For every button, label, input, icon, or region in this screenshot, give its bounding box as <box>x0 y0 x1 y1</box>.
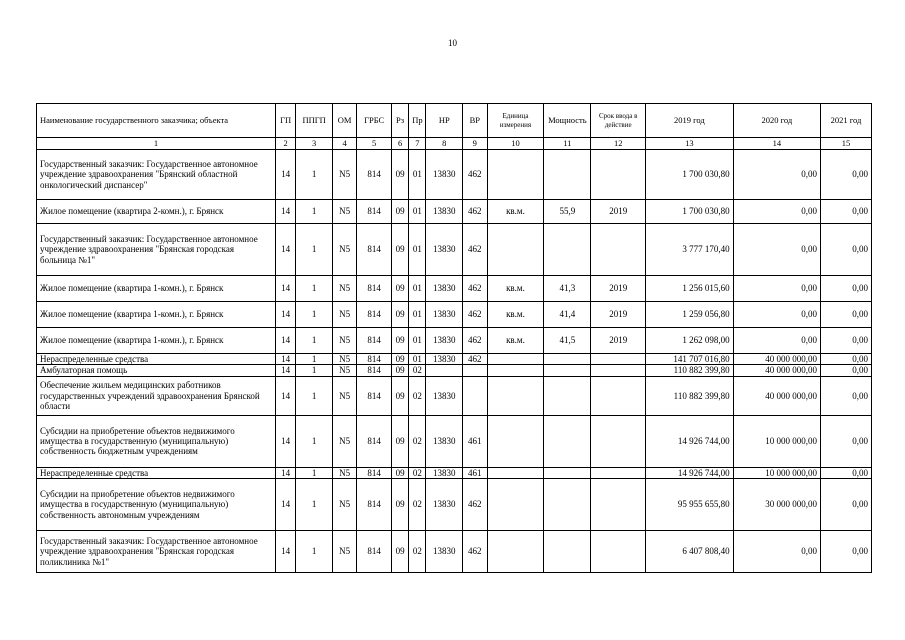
table-cell: N5 <box>332 415 356 467</box>
table-cell: 01 <box>409 302 426 328</box>
table-cell: 13830 <box>426 200 463 224</box>
table-cell: 01 <box>409 276 426 302</box>
table-cell: 814 <box>357 354 392 365</box>
table-cell <box>544 354 591 365</box>
table-cell: 0,00 <box>821 415 872 467</box>
table-cell: 0,00 <box>733 328 820 354</box>
table-cell: 40 000 000,00 <box>733 376 820 415</box>
table-cell: 0,00 <box>821 376 872 415</box>
table-cell: 55,9 <box>544 200 591 224</box>
table-cell: 09 <box>391 415 408 467</box>
column-number: 2 <box>276 138 296 150</box>
header-rz: Рз <box>391 104 408 138</box>
table-cell: 1 <box>296 224 333 276</box>
table-cell <box>591 531 646 573</box>
table-cell: 02 <box>409 376 426 415</box>
row-object-name: Жилое помещение (квартира 1-комн.), г. Брянск <box>37 302 276 328</box>
table-cell: 1 262 098,00 <box>646 328 733 354</box>
table-cell: 09 <box>391 302 408 328</box>
header-om: ОМ <box>332 104 356 138</box>
table-cell: 14 <box>276 354 296 365</box>
table-cell: 02 <box>409 415 426 467</box>
table-cell: 09 <box>391 365 408 376</box>
table-cell <box>487 150 544 200</box>
table-cell: 0,00 <box>821 531 872 573</box>
table-row <box>37 276 872 302</box>
table-cell: кв.м. <box>487 276 544 302</box>
table-cell: 02 <box>409 467 426 478</box>
header-grbs: ГРБС <box>357 104 392 138</box>
table-cell: 1 <box>296 276 333 302</box>
table-cell: 462 <box>463 302 487 328</box>
table-cell: 462 <box>463 479 487 531</box>
row-object-name: Жилое помещение (квартира 1-комн.), г. Брянск <box>37 276 276 302</box>
table-cell: N5 <box>332 479 356 531</box>
table-cell: 13830 <box>426 376 463 415</box>
row-object-name: Нераспределенные средства <box>37 467 276 478</box>
table-cell: N5 <box>332 354 356 365</box>
table-cell: 13830 <box>426 302 463 328</box>
table-row <box>37 415 872 467</box>
table-cell: 814 <box>357 150 392 200</box>
table-cell: 41,4 <box>544 302 591 328</box>
table-cell: 0,00 <box>733 302 820 328</box>
header-capacity: Мощность <box>544 104 591 138</box>
table-cell: 1 700 030,80 <box>646 200 733 224</box>
row-object-name: Субсидии на приобретение объектов недвижимого имущества в государственную (муниципальную) собственность бюджетным учреждениям <box>37 415 276 467</box>
table-cell: N5 <box>332 365 356 376</box>
table-cell <box>544 224 591 276</box>
column-number: 14 <box>733 138 820 150</box>
table-cell <box>487 376 544 415</box>
header-commissioning: Срок ввода в действие <box>591 104 646 138</box>
table-cell: 13830 <box>426 467 463 478</box>
table-cell <box>544 365 591 376</box>
table-cell: 95 955 655,80 <box>646 479 733 531</box>
table-cell: 01 <box>409 354 426 365</box>
table-cell: 1 <box>296 200 333 224</box>
table-cell <box>487 531 544 573</box>
table-cell: 13830 <box>426 150 463 200</box>
row-object-name: Государственный заказчик: Государственное автономное учреждение здравоохранения "Брянская городская больница №1" <box>37 224 276 276</box>
table-cell: 2019 <box>591 328 646 354</box>
column-number: 1 <box>37 138 276 150</box>
table-row <box>37 479 872 531</box>
table-cell: 0,00 <box>821 200 872 224</box>
table-cell: 01 <box>409 150 426 200</box>
table-cell: 14 <box>276 224 296 276</box>
table-cell: 461 <box>463 467 487 478</box>
table-cell: 13830 <box>426 531 463 573</box>
table-cell: 09 <box>391 328 408 354</box>
table-cell: 1 256 015,60 <box>646 276 733 302</box>
column-number: 7 <box>409 138 426 150</box>
table-cell <box>591 415 646 467</box>
header-pr: Пр <box>409 104 426 138</box>
table-cell <box>591 467 646 478</box>
table-cell: 14 <box>276 415 296 467</box>
table-cell: 814 <box>357 276 392 302</box>
table-cell: 40 000 000,00 <box>733 354 820 365</box>
table-cell: 14 <box>276 531 296 573</box>
table-cell: 814 <box>357 365 392 376</box>
row-object-name: Субсидии на приобретение объектов недвижимого имущества в государственную (муниципальную) собственность автономным учреждениям <box>37 479 276 531</box>
table-cell: 13830 <box>426 328 463 354</box>
column-number: 11 <box>544 138 591 150</box>
table-cell: N5 <box>332 200 356 224</box>
table-cell: 10 000 000,00 <box>733 467 820 478</box>
table-cell: N5 <box>332 328 356 354</box>
table-cell: 14 <box>276 150 296 200</box>
header-2021: 2021 год <box>821 104 872 138</box>
row-object-name: Нераспределенные средства <box>37 354 276 365</box>
table-row <box>37 224 872 276</box>
table-cell: 1 <box>296 354 333 365</box>
table-cell: N5 <box>332 224 356 276</box>
table-cell: 814 <box>357 479 392 531</box>
table-cell: N5 <box>332 150 356 200</box>
table-cell: 14 <box>276 276 296 302</box>
table-row <box>37 150 872 200</box>
table-cell: кв.м. <box>487 302 544 328</box>
column-number: 5 <box>357 138 392 150</box>
table-cell: 1 <box>296 328 333 354</box>
table-cell <box>487 415 544 467</box>
header-2020: 2020 год <box>733 104 820 138</box>
table-cell: N5 <box>332 376 356 415</box>
table-row <box>37 200 872 224</box>
table-cell: 814 <box>357 302 392 328</box>
header-object-name: Наименование государственного заказчика; объекта <box>37 104 276 138</box>
table-cell: 110 882 399,80 <box>646 376 733 415</box>
table-cell <box>591 354 646 365</box>
table-cell: 14 926 744,00 <box>646 467 733 478</box>
table-cell: 13830 <box>426 224 463 276</box>
table-cell: 14 <box>276 328 296 354</box>
table-cell <box>487 224 544 276</box>
table-row <box>37 365 872 376</box>
table-cell: 14 <box>276 302 296 328</box>
table-row <box>37 328 872 354</box>
table-cell: 0,00 <box>733 150 820 200</box>
table-cell: 0,00 <box>733 276 820 302</box>
table-cell <box>544 467 591 478</box>
table-cell: 1 <box>296 467 333 478</box>
table-cell <box>544 150 591 200</box>
table-cell: 0,00 <box>821 150 872 200</box>
table-cell: 2019 <box>591 276 646 302</box>
table-cell: 10 000 000,00 <box>733 415 820 467</box>
table-cell: 40 000 000,00 <box>733 365 820 376</box>
table-cell <box>487 354 544 365</box>
table-cell <box>487 467 544 478</box>
table-cell: 09 <box>391 376 408 415</box>
table-cell: 0,00 <box>821 328 872 354</box>
table-cell: 0,00 <box>821 479 872 531</box>
table-cell: 462 <box>463 328 487 354</box>
table-cell <box>463 365 487 376</box>
table-cell: 2019 <box>591 302 646 328</box>
table-cell: 13830 <box>426 415 463 467</box>
table-cell: 09 <box>391 276 408 302</box>
table-cell: N5 <box>332 467 356 478</box>
column-number: 4 <box>332 138 356 150</box>
table-cell: 02 <box>409 479 426 531</box>
header-ppgp: ППГП <box>296 104 333 138</box>
table-cell: 1 <box>296 531 333 573</box>
row-object-name: Государственный заказчик: Государственное автономное учреждение здравоохранения "Брянский областной онкологический диспансер" <box>37 150 276 200</box>
table-cell: 814 <box>357 200 392 224</box>
table-cell: 462 <box>463 150 487 200</box>
table-cell: 814 <box>357 415 392 467</box>
table-cell: 01 <box>409 328 426 354</box>
table-cell: кв.м. <box>487 200 544 224</box>
table-cell: 30 000 000,00 <box>733 479 820 531</box>
header-unit: Единица измерения <box>487 104 544 138</box>
table-cell: 09 <box>391 354 408 365</box>
table-cell: 814 <box>357 376 392 415</box>
table-cell: 141 707 016,80 <box>646 354 733 365</box>
table-cell: 01 <box>409 200 426 224</box>
table-cell: 462 <box>463 354 487 365</box>
table-cell: 14 <box>276 479 296 531</box>
table-cell: 13830 <box>426 479 463 531</box>
table-row <box>37 531 872 573</box>
column-number: 8 <box>426 138 463 150</box>
table-cell <box>591 365 646 376</box>
table-cell: 1 259 056,80 <box>646 302 733 328</box>
table-cell: 14 <box>276 365 296 376</box>
table-cell: 1 <box>296 415 333 467</box>
table-cell: 13830 <box>426 276 463 302</box>
table-cell <box>591 224 646 276</box>
header-2019: 2019 год <box>646 104 733 138</box>
table-cell: 09 <box>391 479 408 531</box>
table-cell: 1 <box>296 479 333 531</box>
table-cell: 462 <box>463 200 487 224</box>
column-number: 13 <box>646 138 733 150</box>
page-number: 10 <box>448 38 457 48</box>
budget-table <box>36 103 872 573</box>
table-cell: 462 <box>463 224 487 276</box>
table-cell <box>544 415 591 467</box>
table-cell: 0,00 <box>821 467 872 478</box>
header-gp: ГП <box>276 104 296 138</box>
table-cell <box>544 376 591 415</box>
table-cell: 110 882 399,80 <box>646 365 733 376</box>
column-number-row <box>37 138 872 150</box>
table-body <box>37 150 872 573</box>
table-cell: 462 <box>463 531 487 573</box>
table-cell: 1 <box>296 302 333 328</box>
table-row <box>37 302 872 328</box>
table-row <box>37 467 872 478</box>
column-number: 3 <box>296 138 333 150</box>
table-cell: 0,00 <box>821 354 872 365</box>
table-cell: 09 <box>391 200 408 224</box>
table-cell <box>591 479 646 531</box>
table-cell: 0,00 <box>821 365 872 376</box>
table-row <box>37 376 872 415</box>
column-number: 9 <box>463 138 487 150</box>
column-number: 10 <box>487 138 544 150</box>
column-number: 6 <box>391 138 408 150</box>
table-cell: 09 <box>391 531 408 573</box>
row-object-name: Жилое помещение (квартира 1-комн.), г. Брянск <box>37 328 276 354</box>
table-cell: 13830 <box>426 354 463 365</box>
table-cell: 6 407 808,40 <box>646 531 733 573</box>
table-cell <box>487 365 544 376</box>
table-cell <box>544 531 591 573</box>
table-cell: 814 <box>357 328 392 354</box>
table-cell: 14 <box>276 200 296 224</box>
table-cell: 1 <box>296 365 333 376</box>
table-cell: 1 <box>296 376 333 415</box>
table-cell: N5 <box>332 531 356 573</box>
table-cell: кв.м. <box>487 328 544 354</box>
table-cell: 41,5 <box>544 328 591 354</box>
table-cell: 14 <box>276 376 296 415</box>
table-cell <box>426 365 463 376</box>
table-cell: 09 <box>391 150 408 200</box>
column-number: 12 <box>591 138 646 150</box>
header-nr: НР <box>426 104 463 138</box>
table-cell: 02 <box>409 531 426 573</box>
table-cell: N5 <box>332 302 356 328</box>
table-cell: 814 <box>357 467 392 478</box>
table-cell: 09 <box>391 467 408 478</box>
table-cell: 462 <box>463 276 487 302</box>
table-cell: 1 <box>296 150 333 200</box>
table-cell: 0,00 <box>733 531 820 573</box>
table-cell: 461 <box>463 415 487 467</box>
table-cell <box>487 479 544 531</box>
table-row <box>37 354 872 365</box>
table-cell <box>591 150 646 200</box>
row-object-name: Обеспечение жильем медицинских работников государственных учреждений здравоохранения Брянской области <box>37 376 276 415</box>
header-vr: ВР <box>463 104 487 138</box>
table-cell: 2019 <box>591 200 646 224</box>
table-cell: 14 926 744,00 <box>646 415 733 467</box>
table-cell: 0,00 <box>821 276 872 302</box>
row-object-name: Амбулаторная помощь <box>37 365 276 376</box>
row-object-name: Жилое помещение (квартира 2-комн.), г. Брянск <box>37 200 276 224</box>
table-cell <box>463 376 487 415</box>
table-cell: 0,00 <box>733 224 820 276</box>
table-cell: 02 <box>409 365 426 376</box>
table-cell: 1 700 030,80 <box>646 150 733 200</box>
table-cell: 814 <box>357 531 392 573</box>
table-cell: 0,00 <box>733 200 820 224</box>
table-cell <box>591 376 646 415</box>
header-row <box>37 104 872 138</box>
table-cell: 01 <box>409 224 426 276</box>
table-cell: 41,3 <box>544 276 591 302</box>
table-cell: N5 <box>332 276 356 302</box>
column-number: 15 <box>821 138 872 150</box>
row-object-name: Государственный заказчик: Государственное автономное учреждение здравоохранения "Брянская городская поликлиника №1" <box>37 531 276 573</box>
table-cell: 14 <box>276 467 296 478</box>
table-cell <box>544 479 591 531</box>
table-cell: 0,00 <box>821 302 872 328</box>
table-cell: 09 <box>391 224 408 276</box>
table-cell: 0,00 <box>821 224 872 276</box>
table-cell: 3 777 170,40 <box>646 224 733 276</box>
table-cell: 814 <box>357 224 392 276</box>
